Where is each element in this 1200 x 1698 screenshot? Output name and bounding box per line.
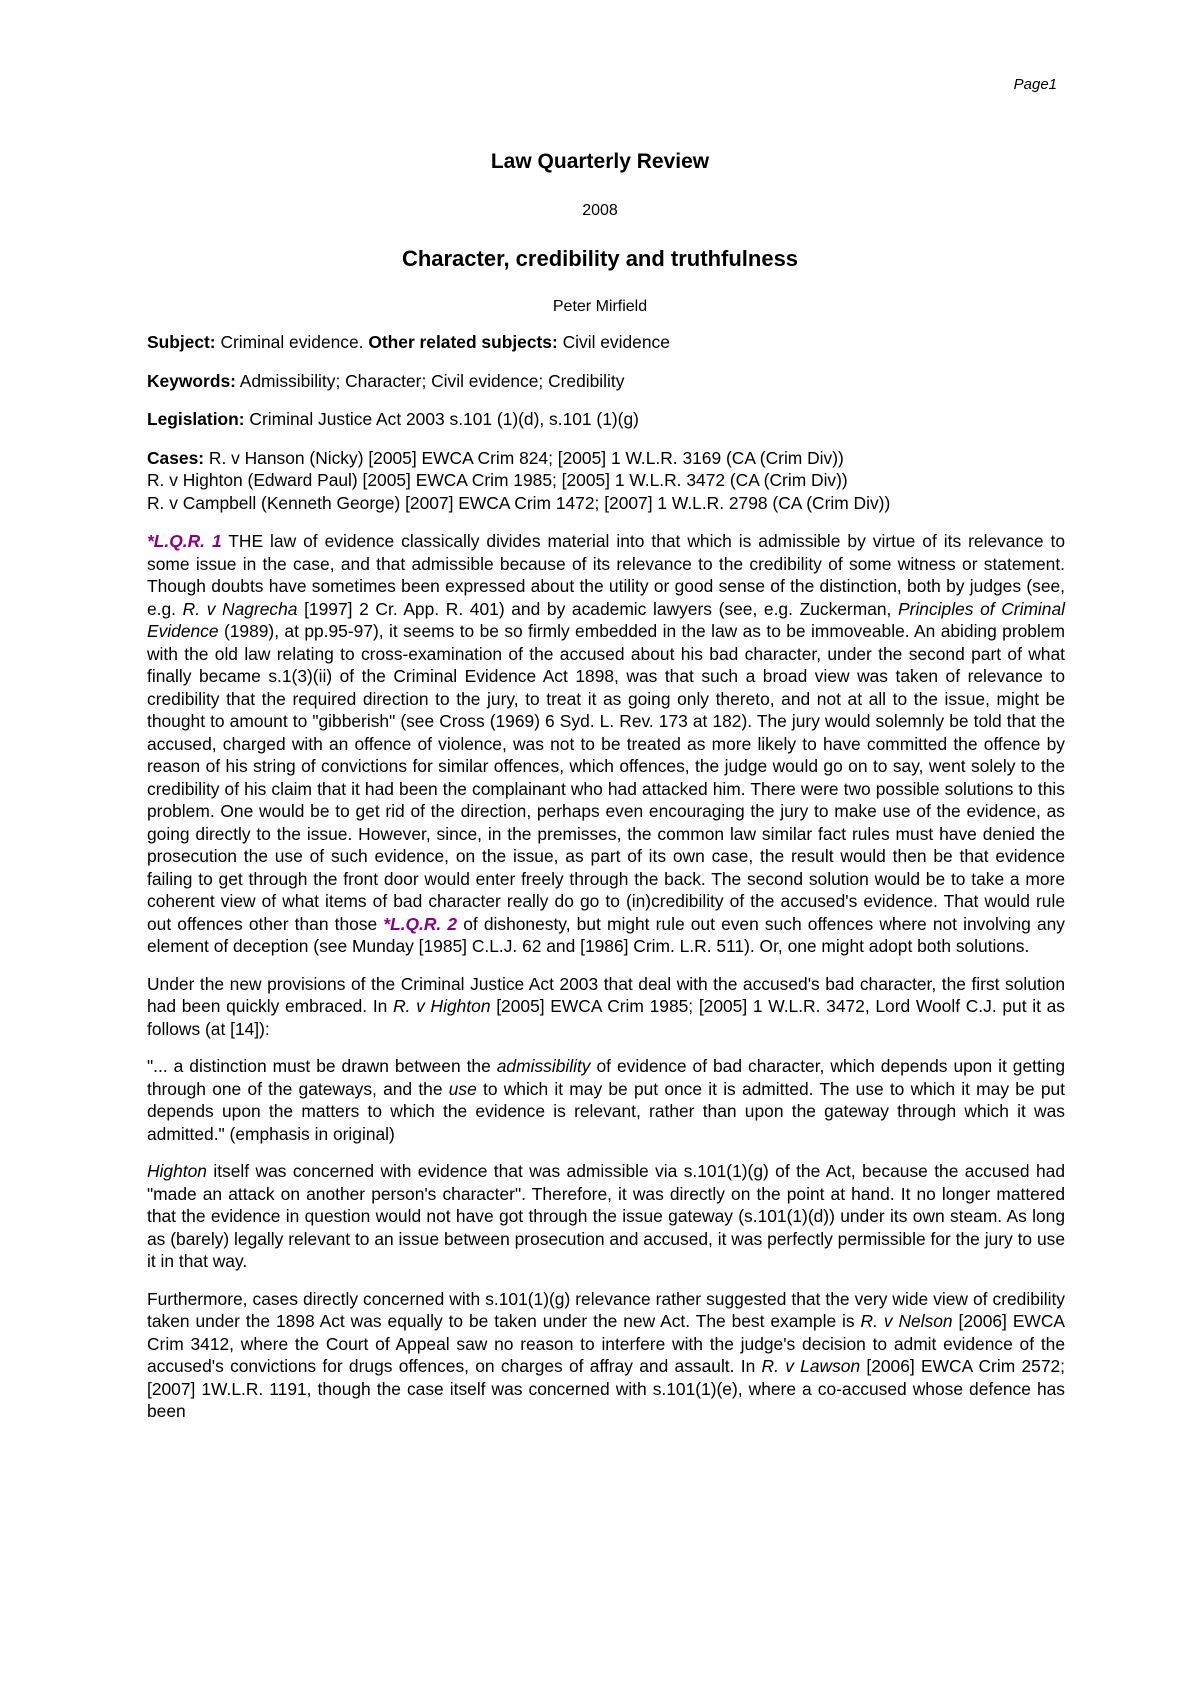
lqr-page-marker: *L.Q.R. 1 [147, 531, 222, 551]
keywords-line [147, 370, 1065, 393]
book-title: Principles of Criminal Evidence [147, 598, 1066, 641]
journal-title: Law Quarterly Review [490, 150, 710, 173]
article-title: Character, credibility and truthfulness [401, 246, 799, 271]
paragraph-text: [2006] EWCA Crim 3412, where the Court of Appeal saw no reason to interfere with the judge's decision to admit evidence of the accused's convictions for drugs offences, on charges of affray and assault. In [147, 1311, 1065, 1376]
paragraph-text: itself was concerned with evidence that was admissible via s.101(1)(g) of the Act, because the accused had "made an attack on another person's character". Therefore, it was directly on the point at hand. It no longer mattered that the evidence in question would not have got through the issue gateway (s.101(1)(d)) under its own steam. As long as (barely) legally relevant to an issue between prosecution and accused, it was perfectly permissible for the jury to use it in that way. [147, 1161, 1065, 1271]
paragraph-1 [147, 530, 1065, 958]
case-entry [147, 447, 1065, 470]
cases-label: Cases: [147, 447, 205, 468]
case-citation: Highton [147, 1161, 207, 1181]
paragraph-text: Furthermore, cases directly concerned with s.101(1)(g) relevance rather suggested that the very wide view of credibility taken under the 1898 Act was equally to be taken under the new Act. The best example is [147, 1288, 1065, 1331]
paragraph-text: Under the new provisions of the Criminal Justice Act 2003 that deal with the accused's bad character, the first solution had been quickly embraced. In [147, 973, 1065, 1016]
author-name: Peter Mirfield [552, 298, 648, 315]
case-entry: R. v Campbell (Kenneth George) [2007] EWCA Crim 1472; [2007] 1 W.L.R. 2798 (CA (Crim Div)) [147, 492, 891, 513]
paragraph-text: [2006] EWCA Crim 2572; [2007] 1W.L.R. 1191, though the case itself was concerned with s.101(1)(e), where a co-accused whose defence has been [147, 1356, 1065, 1421]
publication-year: 2008 [582, 202, 618, 219]
paragraph-5 [147, 1288, 1065, 1423]
lqr-page-marker: *L.Q.R. 2 [383, 913, 458, 934]
case-citation: R. v Lawson [761, 1356, 861, 1376]
paragraph-text: [2005] EWCA Crim 1985; [2005] 1 W.L.R. 3472, Lord Woolf C.J. put it as follows (at [14]): [147, 996, 1066, 1039]
paragraph-text: [1997] 2 Cr. App. R. 401) and by academic lawyers (see, e.g. Zuckerman, [297, 598, 899, 619]
case-citation: R. v Nagrecha [182, 598, 298, 619]
document-header [0, 150, 1200, 316]
paragraph-text: "... a distinction must be drawn between the [147, 1056, 497, 1076]
emphasis: admissibility [496, 1056, 591, 1076]
paragraph-text: (1989), at pp.95-97), it seems to be so firmly embedded in the law as to be immoveable. An abiding problem with the old law relating to cross-examination of the accused about his bad character, under the second part of what finally became s.1(3)(ii) of the Criminal Evidence Act 1898, was that such a broad view was taken of relevance to credibility that the required direction to the jury, to treat it as going only thereto, and not at all to the issue, might be thought to amount to "gibberish" (see Cross (1969) 6 Syd. L. Rev. 173 at 182). The jury would solemnly be told that the accused, charged with an offence of violence, was not to be treated as more likely to have committed the offence by reason of his string of convictions for similar offences, which offences, the judge would go on to say, went solely to the credibility of his claim that it had been the complainant who had attacked him. There were two possible solutions to this problem. One would be to get rid of the direction, perhaps even encouraging the jury to make use of the evidence, as going directly to the issue. However, since, in the premisses, the common law similar fact rules must have denied the prosecution the use of such evidence, on the issue, as part of its own case, the result would then be that evidence failing to get through the front door would enter freely through the back. The second solution would be to take a more coherent view of what items of bad character really do go to (in)credibility of the accused's evidence. That would rule out offences other than those [147, 621, 1065, 934]
paragraph-2 [147, 973, 1065, 1041]
quotation-paragraph [147, 1055, 1065, 1145]
keywords-value: Admissibility; Character; Civil evidence; Credibility [235, 370, 625, 391]
case-citation: R. v Highton [393, 996, 491, 1016]
case-text: R. v Hanson (Nicky) [2005] EWCA Crim 824; [2005] 1 W.L.R. 3169 (CA (Crim Div)) [204, 447, 844, 468]
keywords-label: Keywords: [147, 370, 236, 391]
paragraph-text: of evidence of bad character, which depends upon it getting through one of the gateways, and the [147, 1056, 1065, 1099]
other-subjects-label: Other related subjects: [368, 332, 558, 352]
legislation-label: Legislation: [147, 409, 245, 429]
cases-block [147, 447, 1065, 515]
case-citation: R. v Nelson [860, 1311, 953, 1331]
paragraph-text: of dishonesty, but might rule out even such offences where not involving any element of deception (see Munday [1985] C.L.J. 62 and [1986] Crim. L.R. 511). Or, one might adopt both solutions. [147, 913, 1065, 956]
article-body [147, 331, 1065, 1438]
legislation-line [147, 408, 1065, 431]
subject-line [147, 331, 1065, 354]
case-entry: R. v Highton (Edward Paul) [2005] EWCA Crim 1985; [2005] 1 W.L.R. 3472 (CA (Crim Div)) [147, 470, 848, 490]
paragraph-4 [147, 1160, 1065, 1273]
legislation-value: Criminal Justice Act 2003 s.101 (1)(d), s.101 (1)(g) [244, 409, 639, 429]
other-subjects-value: Civil evidence [557, 332, 670, 352]
subject-value: Criminal evidence. [215, 332, 369, 352]
emphasis: use [448, 1078, 477, 1099]
paragraph-text: to which it may be put once it is admitted. The use to which it may be put depends upon the matters to which the evidence is relevant, rather than upon the gateway through which it was admitted." (emphasis in original) [147, 1078, 1065, 1144]
page-number: Page1 [1013, 76, 1057, 93]
paragraph-text: THE law of evidence classically divides material into that which is admissible by virtue of its relevance to some issue in the case, and that admissible because of its relevance to the credibility of some witness or statement. Though doubts have sometimes been expressed about the utility or good sense of the distinction, both by judges (see, e.g. [147, 531, 1065, 619]
subject-label: Subject: [147, 332, 216, 352]
